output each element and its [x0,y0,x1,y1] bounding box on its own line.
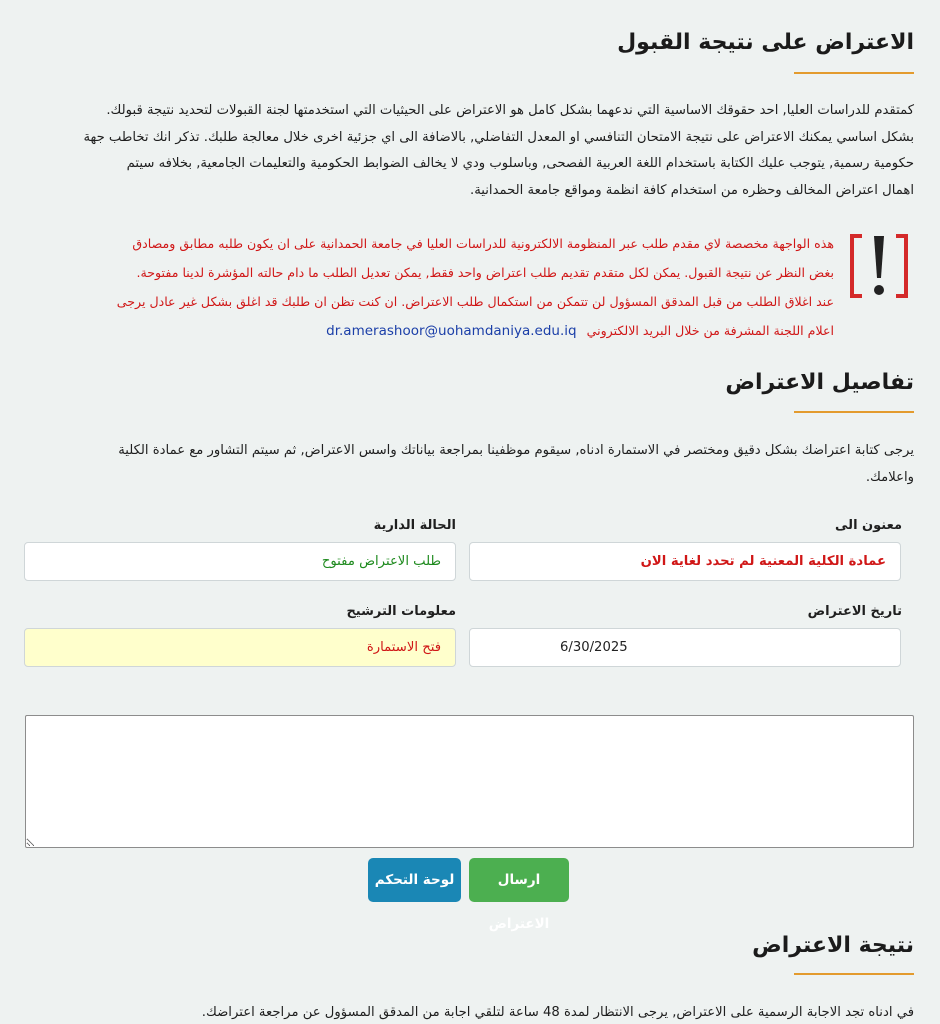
notice-message [24,229,834,346]
notice-line: هذه الواجهة مخصصة لاي مقدم طلب عبر المنظومة الالكترونية للدراسات العليا في جامعة الحمدانية على ان يكون طلبه مطابق ومصادق [132,236,834,251]
objection-date-field: 6/30/2025 [469,628,901,667]
nomination-info-label: معلومات الترشيح [346,604,456,619]
details-intro [24,438,914,491]
warning-exclamation-icon [848,232,910,300]
intro-line: يرجى كتابة اعتراضك بشكل دقيق ومختصر في الاستمارة ادناه, سيقوم موظفينا بمراجعة بياناتك واسس الاعتراض, ثم سيتم التشاور مع عمادة الكلية [118,443,914,458]
supervisor-email-link[interactable]: dr.amerashoor@uohamdaniya.edu.iq [326,323,577,339]
title-underline [794,973,914,975]
objection-textarea[interactable] [25,715,914,848]
submit-objection-button[interactable]: ارسال الاعتراض [469,858,569,902]
title-underline [794,72,914,74]
result-section-title: نتيجة الاعتراض [752,933,914,958]
objection-date-label: تاريخ الاعتراض [807,604,902,619]
intro-line: كمتقدم للدراسات العليا, احد حقوقك الاساسية التي ندعهما بشكل كامل هو الاعتراض على الحيثيات التي استخدمتها لجنة القبولات لتحديد نتيجة قبولك. [106,103,914,118]
intro-line: حكومية رسمية, يتوجب عليك الكتابة باستخدام اللغة العربية الفصحى, وباسلوب ودي لا يخالف الضوابط الحكومية والتعليمات الجامعية, بخلافه سيتم [126,156,914,171]
notice-line-last [24,316,834,346]
admin-status-label: الحالة الدارية [373,518,456,533]
notice-line: عند اغلاق الطلب من قبل المدقق المسؤول لن تتمكن من استكمال طلب الاعتراض. ان كنت تظن ان طلبك قد اغلق بشكل غير عادل يرجى [116,294,834,309]
intro-line: واعلامك. [865,469,914,485]
notice-line: بغض النظر عن نتيجة القبول. يمكن لكل متقدم تقديم طلب اعتراض واحد فقط, يمكن تعديل الطلب ما دام حالته المؤشرة لدينا مفتوحة. [136,265,834,280]
admin-status-field: طلب الاعتراض مفتوح [24,542,456,581]
nomination-info-field[interactable]: فتح الاستمارة [24,628,456,667]
details-section-title: تفاصيل الاعتراض [725,370,914,395]
title-underline [794,411,914,413]
intro-line: بشكل اساسي يمكنك الاعتراض على نتيجة الامتحان التنافسي او المعدل التفاضلي, بالاضافة الى اي جزئية اخرى خلال معالجة طلبك. تذكر انك تخاطب جهة [83,129,914,145]
notice-last-text: اعلام اللجنة المشرفة من خلال البريد الالكتروني [586,323,834,338]
intro-line: اهمال اعتراض المخالف وحظره من استخدام كافة انظمة ومواقع جامعة الحمدانية. [470,182,914,198]
addressed-to-field: عمادة الكلية المعنية لم تحدد لغاية الان [469,542,901,581]
addressed-to-label: معنون الى [835,518,902,533]
result-intro: في ادناه تجد الاجابة الرسمية على الاعتراض, يرجى الانتظار لمدة 48 ساعة لتلقي اجابة من المدقق المسؤول عن مراجعة اعتراضك. [201,1005,914,1020]
dashboard-button[interactable]: لوحة التحكم [368,858,461,902]
objection-intro [24,98,914,204]
objection-section-title: الاعتراض على نتيجة القبول [617,30,914,55]
